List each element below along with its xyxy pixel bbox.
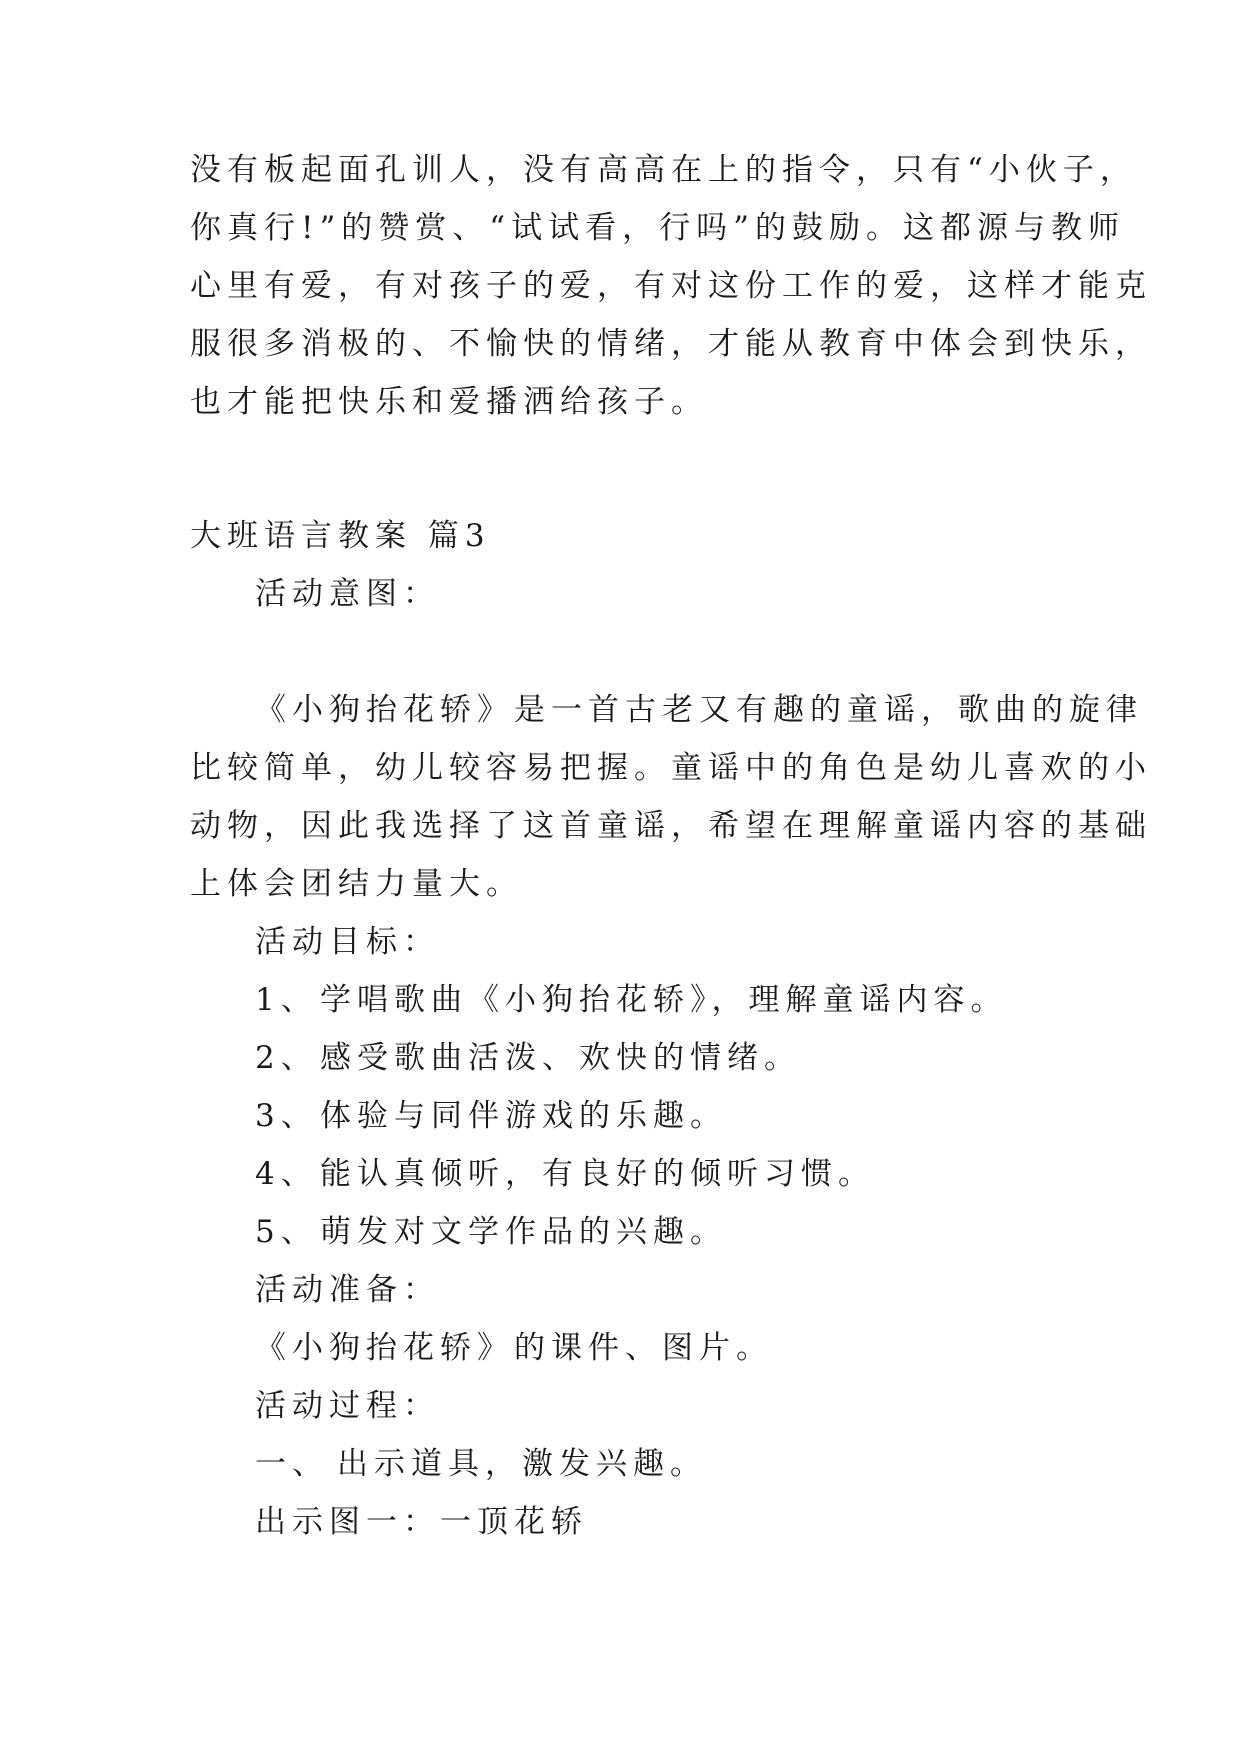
paragraph-line: 心里有爱，有对孩子的爱，有对这份工作的爱，这样才能克 bbox=[190, 268, 1152, 304]
step-text: 出示道具，激发兴趣。 bbox=[337, 1446, 707, 1482]
paragraph-line: 你真行!”的赞赏、“试试看，行吗”的鼓励。这都源与教师 bbox=[190, 210, 1125, 246]
process-step bbox=[255, 1444, 707, 1484]
goal-number: 3、 bbox=[255, 1098, 318, 1134]
intent-heading: 活动意图： bbox=[255, 576, 440, 612]
intent-paragraph-line: 动物，因此我选择了这首童谣，希望在理解童谣内容的基础 bbox=[190, 808, 1152, 844]
section-title: 大班语言教案 篇3 bbox=[190, 518, 491, 554]
goal-number: 2、 bbox=[255, 1040, 318, 1076]
goal-text: 感受歌曲活泼、欢快的情绪。 bbox=[320, 1040, 801, 1076]
intent-paragraph-line: 上体会团结力量大。 bbox=[190, 866, 523, 902]
intent-paragraph-line: 《小狗抬花轿》是一首古老又有趣的童谣，歌曲的旋律 bbox=[255, 692, 1143, 728]
prep-heading: 活动准备： bbox=[255, 1272, 440, 1308]
intent-paragraph-line: 比较简单，幼儿较容易把握。童谣中的角色是幼儿喜欢的小 bbox=[190, 750, 1152, 786]
goal-item bbox=[255, 980, 1008, 1020]
paragraph-line: 服很多消极的、不愉快的情绪，才能从教育中体会到快乐， bbox=[190, 326, 1152, 362]
goal-item bbox=[255, 1096, 727, 1136]
goal-item bbox=[255, 1038, 801, 1078]
goal-number: 4、 bbox=[255, 1156, 318, 1192]
goal-text: 学唱歌曲《小狗抬花轿》，理解童谣内容。 bbox=[320, 982, 1008, 1018]
step-number: 一、 bbox=[255, 1446, 329, 1482]
goal-number: 5、 bbox=[255, 1214, 318, 1250]
process-heading: 活动过程： bbox=[255, 1388, 440, 1424]
paragraph-line: 没有板起面孔训人，没有高高在上的指令，只有“小伙子， bbox=[190, 152, 1137, 188]
show-item: 出示图一：一顶花轿 bbox=[255, 1504, 588, 1540]
prep-text: 《小狗抬花轿》的课件、图片。 bbox=[255, 1330, 773, 1366]
goals-heading: 活动目标： bbox=[255, 924, 440, 960]
goal-text: 体验与同伴游戏的乐趣。 bbox=[320, 1098, 727, 1134]
goal-number: 1、 bbox=[255, 982, 318, 1018]
goal-item bbox=[255, 1154, 875, 1194]
goal-text: 能认真倾听，有良好的倾听习惯。 bbox=[320, 1156, 875, 1192]
paragraph-line: 也才能把快乐和爱播洒给孩子。 bbox=[190, 384, 708, 420]
goal-item bbox=[255, 1212, 727, 1252]
goal-text: 萌发对文学作品的兴趣。 bbox=[320, 1214, 727, 1250]
